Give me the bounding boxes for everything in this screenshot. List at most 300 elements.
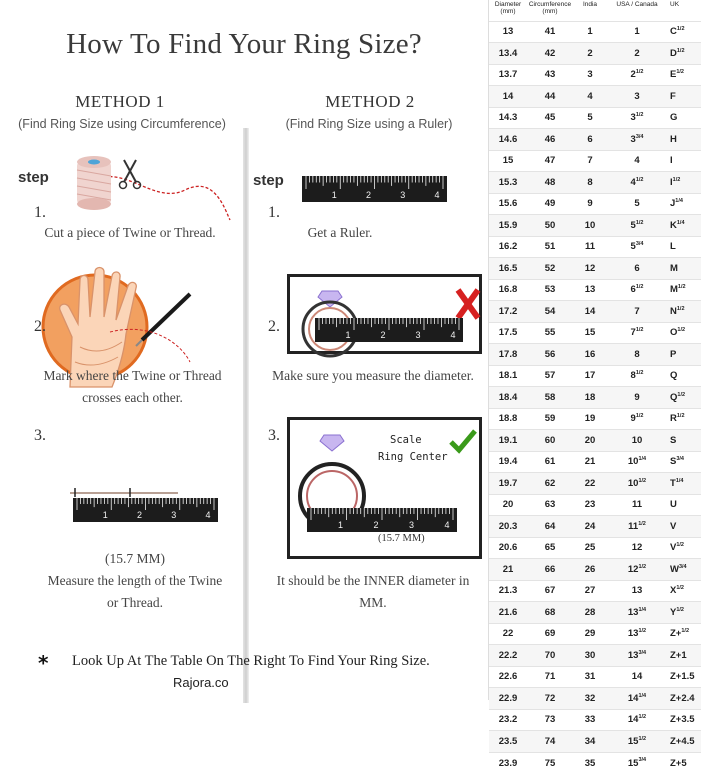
- cell-usa-canada: [607, 709, 667, 731]
- ring-size-table-panel: [488, 0, 700, 769]
- cell-diameter: 13: [489, 21, 527, 43]
- cell-uk: [667, 43, 701, 65]
- usa-fraction: 1/2: [635, 413, 644, 420]
- cell-circumference: 61: [527, 451, 573, 473]
- table-row: [489, 709, 701, 731]
- cell-uk: [667, 451, 701, 473]
- cell-india: 32: [573, 688, 607, 710]
- ruler-number: 4: [450, 330, 456, 340]
- cell-usa-canada: [607, 215, 667, 237]
- cell-circumference: 48: [527, 172, 573, 194]
- ruler-number: 2: [365, 190, 372, 200]
- uk-size: R: [670, 413, 677, 425]
- cell-diameter: 21.3: [489, 580, 527, 602]
- usa-size: 1: [634, 26, 640, 38]
- usa-fraction: 1/2: [638, 520, 646, 527]
- method1-heading: METHOD 1: [75, 92, 165, 111]
- cell-india: 9: [573, 193, 607, 215]
- usa-size: 15: [627, 757, 639, 769]
- usa-size: 9: [630, 413, 636, 425]
- usa-size: 2: [630, 69, 636, 81]
- usa-size: 13: [627, 649, 639, 661]
- uk-fraction: 1/2: [672, 176, 681, 183]
- cell-circumference: 68: [527, 602, 573, 624]
- usa-size: 14: [631, 671, 643, 683]
- cell-uk: [667, 279, 701, 301]
- uk-fraction: 1/2: [676, 413, 685, 420]
- usa-size: 11: [628, 520, 639, 532]
- cell-usa-canada: [607, 408, 667, 430]
- usa-size: 10: [627, 477, 639, 489]
- uk-size: S: [670, 434, 677, 446]
- cell-circumference: 60: [527, 430, 573, 452]
- cell-uk: [667, 580, 701, 602]
- uk-size: Z+3.5: [670, 714, 695, 726]
- cell-india: 12: [573, 258, 607, 280]
- table-row: [489, 236, 701, 258]
- usa-fraction: 1/2: [635, 327, 644, 334]
- ruler-number: 4: [205, 510, 211, 520]
- ruler-method1: [73, 498, 218, 522]
- ruler-number: 1: [345, 330, 351, 340]
- cell-usa-canada: [607, 666, 667, 688]
- cell-diameter: 19.7: [489, 473, 527, 495]
- cell-india: 10: [573, 215, 607, 237]
- ruler-number: 3: [171, 510, 177, 520]
- cell-india: 13: [573, 279, 607, 301]
- wrong-cross-icon: [455, 287, 481, 321]
- uk-fraction: 3/4: [676, 456, 684, 463]
- usa-fraction: 1/2: [635, 219, 644, 226]
- table-row: [489, 301, 701, 323]
- cell-uk: [667, 559, 701, 581]
- cell-circumference: 46: [527, 129, 573, 151]
- cell-circumference: 54: [527, 301, 573, 323]
- usa-size: 13: [627, 606, 639, 618]
- usa-fraction: 3/4: [638, 649, 647, 656]
- usa-size: 6: [630, 284, 636, 296]
- diameter-wrong-box: [287, 274, 482, 354]
- ruler-number: 2: [373, 520, 379, 530]
- uk-fraction: 1/4: [676, 219, 685, 226]
- ruler-scale: [307, 508, 457, 532]
- cell-circumference: 53: [527, 279, 573, 301]
- scale-label: Scale: [390, 434, 422, 446]
- cell-diameter: 19.1: [489, 430, 527, 452]
- cell-usa-canada: [607, 623, 667, 645]
- cell-uk: [667, 344, 701, 366]
- header-circumference: Circumference (mm): [528, 1, 572, 15]
- cell-india: 27: [573, 580, 607, 602]
- ruler-method2-step3: [307, 508, 457, 532]
- usa-fraction: 1/2: [635, 176, 644, 183]
- cell-usa-canada: [607, 688, 667, 710]
- uk-size: K: [670, 219, 677, 231]
- uk-fraction: 1/2: [676, 47, 685, 54]
- cell-uk: [667, 473, 701, 495]
- cell-circumference: 63: [527, 494, 573, 516]
- usa-fraction: 1/4: [638, 606, 647, 613]
- cell-diameter: 16.8: [489, 279, 527, 301]
- cell-uk: [667, 709, 701, 731]
- cell-uk: [667, 430, 701, 452]
- cell-india: 21: [573, 451, 607, 473]
- uk-size: Y: [670, 606, 677, 618]
- cell-diameter: 17.8: [489, 344, 527, 366]
- table-row: [489, 580, 701, 602]
- uk-fraction: 1/2: [676, 305, 685, 312]
- method1-step3-text: Measure the length of the Twine or Thread.: [47, 573, 223, 610]
- ruler-number: 2: [136, 510, 143, 520]
- cell-india: 15: [573, 322, 607, 344]
- uk-size: F: [670, 90, 676, 102]
- uk-size: W: [670, 563, 679, 575]
- cell-diameter: 18.1: [489, 365, 527, 387]
- uk-size: I: [670, 176, 673, 188]
- cell-diameter: 22.6: [489, 666, 527, 688]
- cell-usa-canada: [607, 172, 667, 194]
- ruler-method2-step1: [302, 176, 447, 202]
- cell-uk: [667, 150, 701, 172]
- usa-size: 7: [634, 305, 640, 317]
- uk-size: Z+2.4: [670, 692, 695, 704]
- cell-circumference: 70: [527, 645, 573, 667]
- cell-uk: [667, 537, 701, 559]
- usa-size: 8: [634, 348, 640, 360]
- usa-size: 11: [631, 499, 643, 511]
- header-uk: UK: [670, 1, 680, 8]
- uk-size: Z+1: [670, 649, 687, 661]
- uk-fraction: 1/4: [675, 477, 684, 484]
- usa-fraction: 3/4: [638, 757, 647, 764]
- cell-usa-canada: [607, 580, 667, 602]
- cell-usa-canada: [607, 279, 667, 301]
- method2-subtitle: (Find Ring Size using a Ruler): [285, 117, 453, 131]
- cell-usa-canada: [607, 301, 667, 323]
- cell-usa-canada: [607, 193, 667, 215]
- cell-diameter: 17.5: [489, 322, 527, 344]
- cell-uk: [667, 752, 701, 774]
- usa-fraction: 1/2: [635, 112, 644, 119]
- table-row: [489, 494, 701, 516]
- uk-size: S: [670, 456, 677, 468]
- uk-size: M: [670, 262, 678, 274]
- header-usa-canada: USA / Canada: [616, 1, 658, 8]
- cell-usa-canada: [607, 494, 667, 516]
- cell-uk: [667, 688, 701, 710]
- uk-size: V: [670, 542, 677, 554]
- ruler-number: 4: [444, 520, 450, 530]
- table-row: [489, 537, 701, 559]
- cell-uk: [667, 365, 701, 387]
- usa-size: 4: [630, 176, 636, 188]
- ruler-scale: [302, 176, 447, 202]
- method2-step1-number: 1.: [268, 204, 280, 221]
- method2-step3-text: It should be the INNER diameter in MM.: [276, 573, 470, 610]
- cell-india: 30: [573, 645, 607, 667]
- uk-fraction: 1/2: [676, 585, 684, 592]
- cell-uk: [667, 645, 701, 667]
- cell-uk: [667, 301, 701, 323]
- ruler-scale: [315, 318, 463, 342]
- usa-fraction: 1/2: [638, 628, 647, 635]
- cell-india: 26: [573, 559, 607, 581]
- cell-circumference: 45: [527, 107, 573, 129]
- cell-usa-canada: [607, 645, 667, 667]
- usa-size: 13: [631, 585, 643, 597]
- cell-india: 7: [573, 150, 607, 172]
- uk-size: O: [670, 327, 678, 339]
- table-row: [489, 408, 701, 430]
- uk-fraction: 1/2: [677, 284, 686, 291]
- usa-fraction: 1/2: [638, 735, 647, 742]
- cell-usa-canada: [607, 537, 667, 559]
- uk-size: T: [670, 477, 676, 489]
- method1-step1-text: Cut a piece of Twine or Thread.: [44, 225, 216, 240]
- usa-size: 15: [627, 735, 639, 747]
- cell-usa-canada: [607, 236, 667, 258]
- method2-step2-text: Make sure you measure the diameter.: [272, 368, 474, 383]
- cell-diameter: 20.3: [489, 516, 527, 538]
- ruler-number: 1: [102, 510, 108, 520]
- cell-circumference: 72: [527, 688, 573, 710]
- cell-india: 11: [573, 236, 607, 258]
- cell-uk: [667, 516, 701, 538]
- uk-size: U: [670, 499, 677, 511]
- cell-circumference: 66: [527, 559, 573, 581]
- twine-spool-icon: [65, 150, 235, 230]
- cell-circumference: 44: [527, 86, 573, 108]
- cell-circumference: 71: [527, 666, 573, 688]
- cell-usa-canada: [607, 64, 667, 86]
- uk-size: M: [670, 284, 678, 296]
- usa-size: 13: [627, 628, 639, 640]
- table-row: [489, 193, 701, 215]
- uk-size: V: [670, 520, 677, 532]
- method1-step2-text: Mark where the Twine or Thread crosses each other.: [43, 368, 222, 405]
- cell-uk: [667, 172, 701, 194]
- method1-step-label: step: [18, 169, 49, 186]
- cell-usa-canada: [607, 322, 667, 344]
- method2-step-label: step: [253, 172, 284, 189]
- usa-size: 4: [634, 155, 640, 167]
- cell-uk: [667, 107, 701, 129]
- header-india: India: [582, 1, 598, 8]
- usa-size: 7: [630, 327, 636, 339]
- table-row: [489, 344, 701, 366]
- usa-size: 3: [630, 112, 636, 124]
- cell-usa-canada: [607, 430, 667, 452]
- cell-uk: [667, 129, 701, 151]
- uk-size: Z+: [670, 628, 682, 640]
- cell-india: 18: [573, 387, 607, 409]
- cell-uk: [667, 64, 701, 86]
- uk-fraction: 1/2: [676, 606, 684, 613]
- table-row: [489, 731, 701, 753]
- cell-circumference: 55: [527, 322, 573, 344]
- table-row: [489, 172, 701, 194]
- method1-step1-number: 1.: [34, 204, 46, 221]
- cell-circumference: 52: [527, 258, 573, 280]
- method1-step2-number: 2.: [34, 318, 46, 335]
- usa-fraction: 1/2: [635, 370, 644, 377]
- usa-fraction: 1/2: [635, 69, 644, 76]
- cell-usa-canada: [607, 129, 667, 151]
- cell-circumference: 62: [527, 473, 573, 495]
- cell-diameter: 16.5: [489, 258, 527, 280]
- cell-circumference: 57: [527, 365, 573, 387]
- cell-diameter: 15: [489, 150, 527, 172]
- method2-step3-measure: (15.7 MM): [378, 533, 425, 544]
- checkmark-icon: [448, 428, 478, 454]
- ruler-scale: [73, 498, 218, 522]
- cell-diameter: 17.2: [489, 301, 527, 323]
- usa-fraction: 1/2: [638, 477, 647, 484]
- cell-india: 19: [573, 408, 607, 430]
- table-header-row: [489, 0, 701, 21]
- ruler-number: 3: [415, 330, 421, 340]
- cell-usa-canada: [607, 86, 667, 108]
- table-row: [489, 387, 701, 409]
- cell-usa-canada: [607, 150, 667, 172]
- table-row: [489, 64, 701, 86]
- table-row: [489, 473, 701, 495]
- cell-uk: [667, 322, 701, 344]
- ruler-method2-step2: [315, 318, 463, 342]
- uk-fraction: 1/2: [676, 26, 685, 33]
- cell-circumference: 73: [527, 709, 573, 731]
- cell-usa-canada: [607, 473, 667, 495]
- uk-size: H: [670, 133, 677, 145]
- uk-fraction: 1/2: [676, 542, 684, 549]
- cell-uk: [667, 21, 701, 43]
- cell-diameter: 22.2: [489, 645, 527, 667]
- usa-size: 2: [634, 47, 640, 59]
- cell-diameter: 18.4: [489, 387, 527, 409]
- table-row: [489, 279, 701, 301]
- cell-diameter: 22: [489, 623, 527, 645]
- cell-india: 24: [573, 516, 607, 538]
- usa-size: 5: [630, 241, 636, 253]
- uk-size: Q: [670, 391, 678, 403]
- cell-circumference: 67: [527, 580, 573, 602]
- cell-diameter: 19.4: [489, 451, 527, 473]
- cell-india: 16: [573, 344, 607, 366]
- cell-usa-canada: [607, 602, 667, 624]
- cell-uk: [667, 731, 701, 753]
- cell-diameter: 20: [489, 494, 527, 516]
- cell-diameter: 15.6: [489, 193, 527, 215]
- cell-circumference: 65: [527, 537, 573, 559]
- uk-fraction: 3/4: [678, 563, 687, 570]
- table-row: [489, 21, 701, 43]
- cell-circumference: 41: [527, 21, 573, 43]
- uk-size: G: [670, 112, 678, 124]
- header-diameter: Diameter (mm): [494, 1, 522, 15]
- table-row: [489, 365, 701, 387]
- uk-fraction: 1/2: [677, 391, 686, 398]
- table-row: [489, 602, 701, 624]
- cell-uk: [667, 494, 701, 516]
- cell-india: 17: [573, 365, 607, 387]
- cell-uk: [667, 666, 701, 688]
- ring-size-table: [489, 0, 701, 774]
- cell-usa-canada: [607, 258, 667, 280]
- table-row: [489, 150, 701, 172]
- cell-india: 6: [573, 129, 607, 151]
- cell-uk: [667, 387, 701, 409]
- uk-fraction: 1/2: [681, 628, 690, 635]
- table-row: [489, 322, 701, 344]
- table-row: [489, 430, 701, 452]
- table-row: [489, 451, 701, 473]
- cell-diameter: 15.9: [489, 215, 527, 237]
- cell-uk: [667, 602, 701, 624]
- usa-size: 12: [631, 542, 643, 554]
- table-row: [489, 752, 701, 774]
- cell-india: 31: [573, 666, 607, 688]
- cell-usa-canada: [607, 516, 667, 538]
- usa-size: 3: [630, 133, 636, 145]
- usa-size: 14: [627, 714, 639, 726]
- cell-india: 1: [573, 21, 607, 43]
- cell-usa-canada: [607, 365, 667, 387]
- cell-diameter: 18.8: [489, 408, 527, 430]
- method2-step2-number: 2.: [268, 318, 280, 335]
- cell-circumference: 43: [527, 64, 573, 86]
- cell-uk: [667, 193, 701, 215]
- cell-india: 3: [573, 64, 607, 86]
- cell-diameter: 14.6: [489, 129, 527, 151]
- uk-size: J: [670, 198, 676, 210]
- uk-size: E: [670, 69, 677, 81]
- usa-size: 14: [627, 692, 639, 704]
- cell-usa-canada: [607, 559, 667, 581]
- usa-size: 10: [631, 434, 643, 446]
- cell-uk: [667, 86, 701, 108]
- usa-size: 3: [634, 90, 640, 102]
- inner-diameter-box: [287, 417, 482, 559]
- table-row: [489, 258, 701, 280]
- table-row: [489, 215, 701, 237]
- method2-step3-number: 3.: [268, 427, 280, 444]
- method1-step3-measure: (15.7 MM): [105, 551, 165, 566]
- usa-fraction: 1/4: [638, 456, 647, 463]
- ruler-number: 3: [408, 520, 415, 530]
- cell-circumference: 51: [527, 236, 573, 258]
- cell-india: 33: [573, 709, 607, 731]
- cell-india: 34: [573, 731, 607, 753]
- usa-fraction: 3/4: [635, 133, 644, 140]
- usa-fraction: 1/2: [638, 714, 647, 721]
- ruler-number: 4: [434, 190, 440, 200]
- cell-india: 29: [573, 623, 607, 645]
- table-row: [489, 623, 701, 645]
- cell-circumference: 47: [527, 150, 573, 172]
- uk-size: L: [670, 241, 676, 253]
- uk-fraction: 1/2: [677, 327, 686, 334]
- usa-size: 5: [634, 198, 640, 210]
- cell-usa-canada: [607, 451, 667, 473]
- cell-india: 8: [573, 172, 607, 194]
- footer-note: Look Up At The Table On The Right To Find Your Ring Size.: [72, 653, 430, 669]
- uk-size: Q: [670, 370, 678, 382]
- usa-size: 5: [630, 219, 636, 231]
- uk-size: X: [670, 585, 677, 597]
- method2-heading: METHOD 2: [325, 92, 415, 111]
- table-row: [489, 645, 701, 667]
- ruler-number: 1: [337, 520, 344, 530]
